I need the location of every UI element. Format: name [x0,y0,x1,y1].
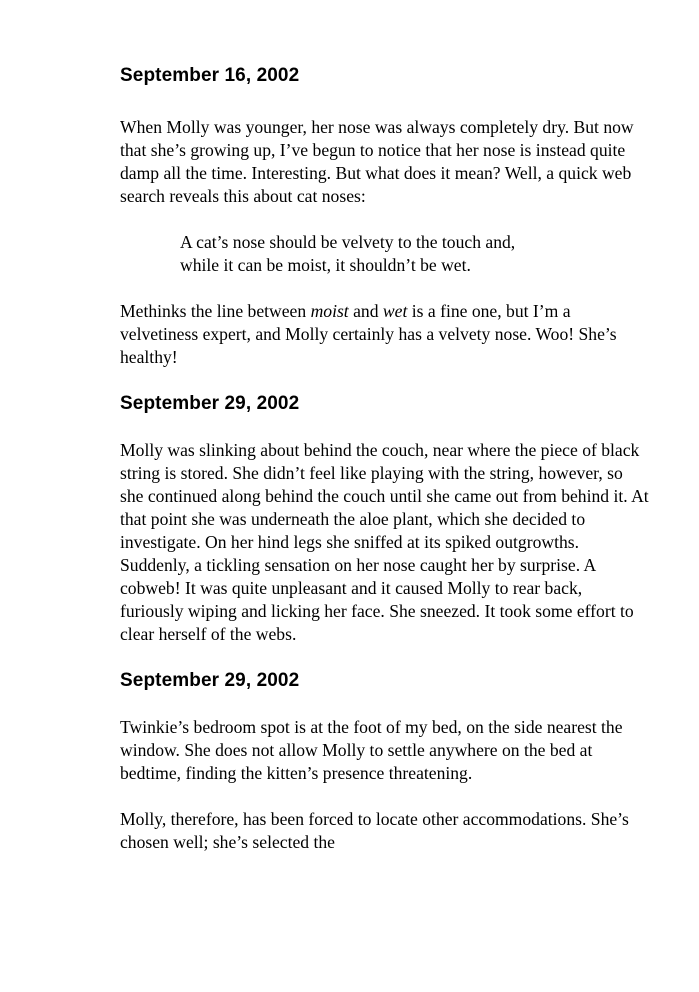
journal-entry [120,668,650,854]
quote-line: A cat’s nose should be velvety to the touch and, [180,232,516,252]
emphasis-wet: wet [382,301,408,321]
entry-date: September 29, 2002 [120,393,300,414]
quote-line: while it can be moist, it shouldn’t be wet. [180,255,471,275]
journal-entry [120,63,650,369]
entry-paragraph: Molly was slinking about behind the couch, near where the piece of black string is stored. She didn’t feel like playing with the string, however, so she continued along behind the couch until she came out from behind it. At that point she was underneath the aloe plant, which she decided to investigate. On her hind legs she sniffed at its spiked outgrowths. Suddenly, a tickling sensation on her nose caught her by surprise. A cobweb! It was quite unpleasant and it caused Molly to rear back, furiously wiping and licking her face. She sneezed. It took some effort to clear herself of the webs. [120,440,649,644]
entry-date: September 16, 2002 [120,65,300,86]
block-quote [180,231,650,277]
text-run: is a fine one, but I’m a velvetiness expert, and Molly certainly has a velvety nose. Woo! She’s healthy! [120,301,617,367]
emphasis-moist: moist [310,301,349,321]
entry-paragraph: Molly, therefore, has been forced to locate other accommodations. She’s chosen well; she’s selected the [120,809,629,852]
entry-date: September 29, 2002 [120,670,300,691]
document-page [120,63,650,854]
entry-paragraph: When Molly was younger, her nose was always completely dry. But now that she’s growing up, I’ve begun to notice that her nose is instead quite damp all the time. Interesting. But what does it mean? Well, a quick web search reveals this about cat noses: [120,117,634,206]
entry-paragraph [120,300,650,369]
journal-entry [120,391,650,646]
text-run: and [348,301,383,321]
entry-paragraph: Twinkie’s bedroom spot is at the foot of my bed, on the side nearest the window. She does not allow Molly to settle anywhere on the bed at bedtime, finding the kitten’s presence threatening. [120,717,623,783]
text-run: Methinks the line between [120,301,311,321]
